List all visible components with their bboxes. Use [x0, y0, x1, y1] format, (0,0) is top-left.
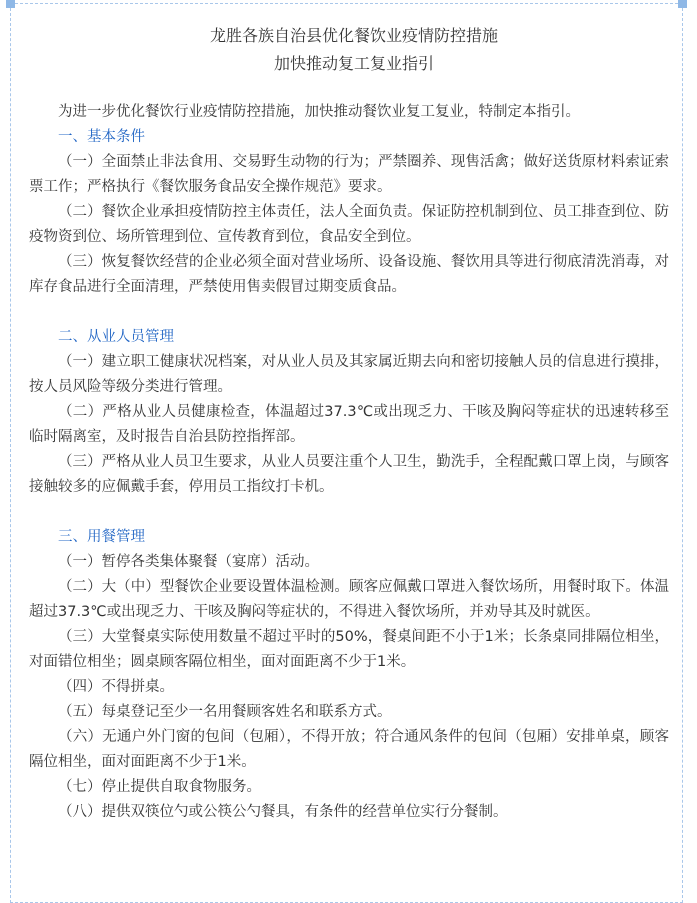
section3-item-3: （三）大堂餐桌实际使用数量不超过平时的50%，餐桌间距不小于1米；长条桌同排隔位相坐，对面错位相坐；圆桌顾客隔位相坐，面对面距离不少于1米。 — [29, 629, 669, 670]
section1-item-2: （二）餐饮企业承担疫情防控主体责任，法人全面负责。保证防控机制到位、员工排查到位、防疫物资到位、场所管理到位、宣传教育到位，食品安全到位。 — [29, 204, 669, 245]
section3-item-2: （二）大（中）型餐饮企业要设置体温检测。顾客应佩戴口罩进入餐饮场所，用餐时取下。体温超过37.3℃或出现乏力、干咳及胸闷等症状的，不得进入餐饮场所，并劝导其及时就医。 — [29, 579, 669, 620]
section-heading-staff-management: 二、从业人员管理 — [58, 329, 174, 345]
document-title — [39, 22, 669, 78]
section-heading-dining-management: 三、用餐管理 — [58, 529, 145, 545]
section2-item-1: （一）建立职工健康状况档案，对从业人员及其家属近期去向和密切接触人员的信息进行摸排，按人员风险等级分类进行管理。 — [29, 354, 669, 395]
section3-item-6: （六）无通户外门窗的包间（包厢），不得开放；符合通风条件的包间（包厢）安排单桌，顾客隔位相坐，面对面距离不少于1米。 — [29, 729, 669, 770]
title-line-1: 龙胜各族自治县优化餐饮业疫情防控措施 — [209, 26, 498, 45]
section2-item-3: （三）严格从业人员卫生要求，从业人员要注重个人卫生，勤洗手，全程配戴口罩上岗，与顾客接触较多的应佩戴手套，停用员工指纹打卡机。 — [29, 454, 669, 495]
document-body — [29, 22, 669, 825]
intro-paragraph: 为进一步优化餐饮行业疫情防控措施，加快推动餐饮业复工复业，特制定本指引。 — [58, 104, 580, 120]
section3-item-1: （一）暂停各类集体聚餐（宴席）活动。 — [58, 554, 319, 570]
section3-item-7: （七）停止提供自取食物服务。 — [58, 779, 261, 795]
section3-item-4: （四）不得拼桌。 — [58, 679, 174, 695]
frame-corner-top-right — [678, 0, 687, 8]
section1-item-1: （一）全面禁止非法食用、交易野生动物的行为；严禁圈养、现售活禽；做好送货原材料索证索票工作；严格执行《餐饮服务食品安全操作规范》要求。 — [29, 154, 669, 195]
section3-item-8: （八）提供双筷位勺或公筷公勺餐具，有条件的经营单位实行分餐制。 — [58, 804, 508, 820]
section2-item-2: （二）严格从业人员健康检查，体温超过37.3℃或出现乏力、干咳及胸闷等症状的迅速转移至临时隔离室，及时报告自治县防控指挥部。 — [29, 404, 669, 445]
section3-item-5: （五）每桌登记至少一名用餐顾客姓名和联系方式。 — [58, 704, 392, 720]
title-line-2: 加快推动复工复业指引 — [273, 54, 434, 73]
section1-item-3: （三）恢复餐饮经营的企业必须全面对营业场所、设备设施、餐饮用具等进行彻底清洗消毒，对库存食品进行全面清理，严禁使用售卖假冒过期变质食品。 — [29, 254, 669, 295]
section-heading-basic-conditions: 一、基本条件 — [58, 129, 145, 145]
frame-corner-top-left — [6, 0, 15, 8]
